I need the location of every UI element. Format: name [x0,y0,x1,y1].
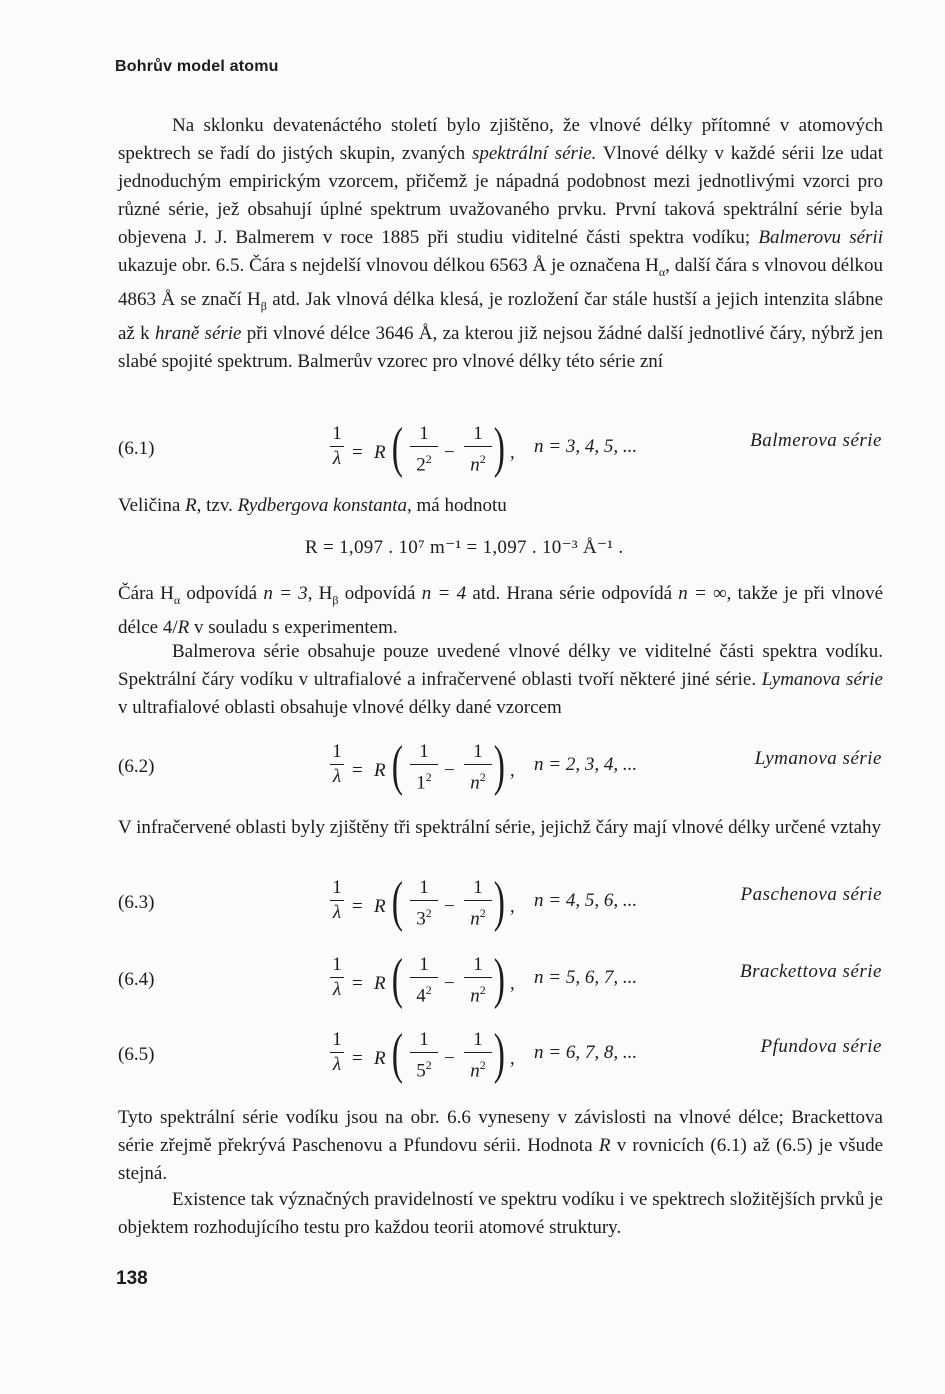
text-run: při vlnové délce 3646 Å, za kterou již nejsou žádné další jednotlivé čáry, nýbrž jen slabé spojité spektrum. Balmerův vzorec pro vlnové délky této série zní [118,322,883,372]
exponent: 2 [479,770,486,784]
denominator [410,903,438,929]
series-edge-paragraph [118,580,883,642]
inverse-lambda [330,742,344,787]
symbol-R: R [374,973,386,994]
right-paren: ) [493,735,505,797]
intro-paragraph [118,112,883,376]
symbol-R: R [374,760,386,781]
comma: , [510,896,515,917]
text-run: atd. Hrana série odpovídá [466,583,679,604]
term-lyman-series: Lymanova série [761,669,883,690]
fraction-bar [410,1052,438,1053]
symbol-n: n [470,772,480,794]
symbol-n: n [470,454,480,476]
exponent: 2 [425,983,432,997]
numerator: 1 [419,741,429,762]
text-run: Čára H [118,583,174,604]
term-series-edge: hraně série [154,322,242,344]
rydberg-formula [330,735,520,802]
series-name: Pfundova série [760,1036,882,1057]
lower-level: 5 [416,1060,426,1082]
equals-sign: = [352,973,363,994]
text-run: má hodnotu [411,495,507,516]
fraction-bar [464,1052,492,1053]
symbol-n: n [470,908,480,930]
fraction-bar [464,764,492,765]
denominator: λ [332,902,342,923]
summary-paragraph [118,1104,883,1188]
symbol-R: R [185,495,197,516]
rydberg-formula [330,1023,520,1090]
minus-sign: − [444,973,455,994]
lower-level: 4 [416,985,426,1007]
math-n4: n = 4 [421,583,467,604]
numerator: 1 [473,741,483,762]
fraction-bar [464,446,492,447]
rydberg-value: R = 1,097 . 10⁷ m⁻¹ = 1,097 . 10⁻³ Å⁻¹ . [305,537,624,558]
fraction-bar [410,446,438,447]
denominator [410,1055,438,1081]
numerator: 1 [332,423,342,444]
text-run: V infračervené oblasti byly zjištěny tři spektrální série, jejichž čáry mají vlnové délky určené vztahy [118,817,882,838]
fraction-bar [330,446,344,447]
symbol-R: R [177,616,190,638]
left-paren: ( [391,948,403,1010]
subscript-beta: β [332,592,339,607]
series-name: Paschenova série [740,884,882,905]
denominator [464,449,492,475]
fraction-bar [464,977,492,978]
equals-sign: = [352,1048,363,1069]
running-header: Bohrův model atomu [115,58,279,75]
series-name: Brackettova série [740,961,882,982]
numerator: 1 [473,954,483,975]
math-n3: n = 3 [263,583,308,604]
comma: , [510,973,515,994]
exponent: 2 [479,452,486,466]
rydberg-formula [330,948,520,1015]
numerator: 1 [473,423,483,444]
left-paren: ( [391,417,403,479]
text-run: odpovídá [338,583,422,604]
lower-term [410,955,438,1006]
rydberg-paragraph [118,492,883,520]
equation-label: (6.5) [118,1044,155,1065]
text-run: Vlnové délky v každé sérii lze udat jednoduchým empirickým vzorcem, přičemž je nápadná podobnost mezi jednotlivými vzorci pro různé série, jež obsahují úplné spektrum uvažovaného prvku. První taková spektrální série byla objevena J. J. Balmerem v roce 1885 při studiu viditelné části spektra vodíku; [118,143,883,248]
rydberg-formula [330,417,520,484]
subscript-alpha: α [658,264,666,279]
n-range: n = 3, 4, 5, ... [534,436,638,457]
fraction-bar [410,977,438,978]
lower-level: 1 [416,772,426,794]
upper-term [464,955,492,1006]
text-run: , takže je při vlnové délce 4/ [118,583,884,638]
denominator: λ [332,979,342,1000]
fraction-bar [330,1052,344,1053]
n-range: n = 6, 7, 8, ... [534,1042,638,1063]
comma: , [510,1048,515,1069]
symbol-R: R [374,896,386,917]
symbol-R: R [598,1135,611,1156]
infrared-paragraph [118,814,883,842]
lower-level: 3 [416,908,426,930]
lyman-paragraph [118,638,883,722]
text-run: Existence tak význačných pravidelností ve spektru vodíku i ve spektrech složitějších prvků je objektem rozhodujícího testu pro každou teorii atomové struktury. [118,1189,883,1238]
text-run: Na sklonku devatenáctého století bylo zjištěno, že vlnové délky přítomné v atomových spektrech se řadí do jistých skupin, zvaných [118,115,883,164]
text-run: atd. Jak vlnová délka klesá, je rozložení čar stále hustší a jejich intenzita slábne až k [118,288,883,344]
denominator: λ [332,448,342,469]
text-run: , H [307,583,333,604]
right-paren: ) [493,871,505,933]
text-run: v ultrafialové oblasti obsahuje vlnové délky dané vzorcem [118,697,562,718]
n-range: n = 4, 5, 6, ... [534,890,638,911]
symbol-n: n [470,985,480,1007]
numerator: 1 [419,423,429,444]
comma: , [510,442,515,463]
equals-sign: = [352,442,363,463]
exponent: 2 [479,1058,486,1072]
n-range: n = 5, 6, 7, ... [534,967,638,988]
text-run: Veličina [118,495,186,516]
symbol-n: n [470,1060,480,1082]
term-spectral-series: spektrální série. [471,143,597,164]
right-paren: ) [493,417,505,479]
page-number: 138 [116,1268,148,1289]
numerator: 1 [473,877,483,898]
numerator: 1 [419,877,429,898]
numerator: 1 [473,1029,483,1050]
symbol-R: R [374,1048,386,1069]
left-paren: ( [391,735,403,797]
inverse-lambda [330,424,344,469]
denominator: λ [332,1054,342,1075]
series-name: Balmerova série [750,430,882,451]
numerator: 1 [332,954,342,975]
inverse-lambda [330,955,344,1000]
exponent: 2 [425,906,432,920]
denominator [410,449,438,475]
symbol-R: R [374,442,386,463]
fraction-bar [330,900,344,901]
numerator: 1 [332,1029,342,1050]
fraction-bar [464,900,492,901]
equals-sign: = [352,896,363,917]
equation-label: (6.1) [118,438,155,459]
upper-term [464,424,492,475]
series-name: Lymanova série [754,748,882,769]
minus-sign: − [444,760,455,781]
equation-label: (6.2) [118,756,155,777]
text-run: , tzv. [196,495,238,516]
text-run: Tyto spektrální série vodíku jsou na obr. 6.6 vyneseny v závislosti na vlnové délce; Brackettova série zřejmě překrývá Paschenovu a Pfundovu sérii. Hodnota [118,1107,883,1156]
equation-label: (6.4) [118,969,155,990]
upper-term [464,878,492,929]
comma: , [510,760,515,781]
lower-level: 2 [416,454,426,476]
numerator: 1 [332,877,342,898]
left-paren: ( [391,1023,403,1085]
denominator: λ [332,766,342,787]
subscript-beta: β [260,298,267,313]
upper-term [464,742,492,793]
text-run: odpovídá [180,583,264,604]
numerator: 1 [332,741,342,762]
exponent: 2 [425,452,432,466]
minus-sign: − [444,442,455,463]
fraction-bar [330,764,344,765]
upper-term [464,1030,492,1081]
fraction-bar [410,764,438,765]
equals-sign: = [352,760,363,781]
denominator [410,767,438,793]
rydberg-formula [330,871,520,938]
denominator [464,980,492,1006]
exponent: 2 [479,983,486,997]
text-run: , další čára s vlnovou délkou 4863 Å se značí H [118,255,883,310]
right-paren: ) [493,948,505,1010]
math-ninf: n = ∞ [678,583,727,604]
text-run: v souladu s experimentem. [189,616,398,638]
minus-sign: − [444,896,455,917]
fraction-bar [330,977,344,978]
term-balmer-series: Balmerovu sérii [758,227,883,248]
text-run: ukazuje obr. 6.5. Čára s nejdelší vlnovou délkou 6563 Å je označena H [118,255,659,276]
equation-label: (6.3) [118,892,155,913]
n-range: n = 2, 3, 4, ... [534,754,638,775]
lower-term [410,424,438,475]
text-run: v rovnicích (6.1) až (6.5) je všude stejná. [118,1135,884,1184]
denominator [410,980,438,1006]
closing-paragraph [118,1186,883,1242]
numerator: 1 [419,1029,429,1050]
lower-term [410,878,438,929]
lower-term [410,742,438,793]
denominator [464,767,492,793]
term-rydberg-constant: Rydbergova konstanta, [237,495,412,516]
exponent: 2 [479,906,486,920]
numerator: 1 [419,954,429,975]
fraction-bar [410,900,438,901]
denominator [464,1055,492,1081]
right-paren: ) [493,1023,505,1085]
denominator [464,903,492,929]
inverse-lambda [330,878,344,923]
left-paren: ( [391,871,403,933]
exponent: 2 [425,770,432,784]
minus-sign: − [444,1048,455,1069]
lower-term [410,1030,438,1081]
exponent: 2 [425,1058,432,1072]
inverse-lambda [330,1030,344,1075]
text-run: Balmerova série obsahuje pouze uvedené vlnové délky ve viditelné části spektra vodíku. Spektrální čáry vodíku v ultrafialové a infračervené oblasti tvoří některé jiné série. [118,641,883,690]
subscript-alpha: α [173,592,181,607]
